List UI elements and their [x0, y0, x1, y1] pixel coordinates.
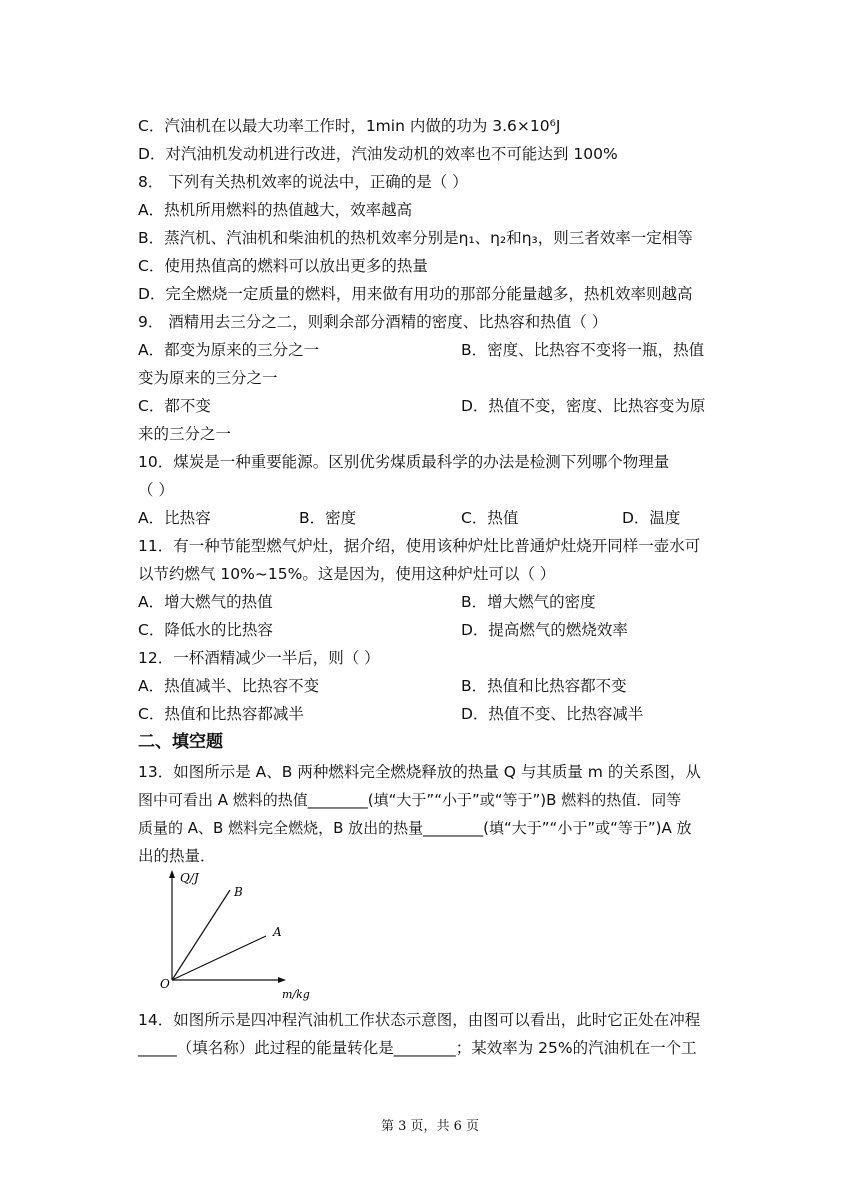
- q10-option-c: C．热值: [461, 509, 519, 527]
- q11-option-c: C．降低水的比热容: [138, 621, 273, 639]
- question-13-line4: 出的热量．: [138, 847, 216, 865]
- page-footer: 第 3 页，共 6 页: [380, 1119, 480, 1134]
- q10-option-d: D．温度: [622, 509, 681, 527]
- q10-option-a: A．比热容: [138, 509, 211, 527]
- x-axis-arrow: [278, 977, 286, 983]
- option-d-q7: D．对汽油机发动机进行改进，汽油发动机的效率也不可能达到 100%: [138, 145, 618, 163]
- question-11: 11．有一种节能型燃气炉灶，据介绍，使用该种炉灶比普通炉灶烧开同样一壶水可: [138, 537, 701, 555]
- section-heading-fill-in: 二、填空题: [138, 732, 223, 752]
- q-m-graph: [160, 868, 310, 1003]
- question-14-line1: 14．如图所示是四冲程汽油机工作状态示意图，由图可以看出，此时它正处在冲程: [138, 1011, 701, 1029]
- q10-option-b: B．密度: [299, 509, 357, 527]
- question-11-cont: 以节约燃气 10%~15%。这是因为，使用这种炉灶可以（ ）: [138, 565, 556, 583]
- q11-option-a: A．增大燃气的热值: [138, 593, 273, 611]
- question-12: 12．一杯酒精减少一半后，则（ ）: [138, 649, 380, 667]
- q8-option-a: A．热机所用燃料的热值越大，效率越高: [138, 201, 413, 219]
- q8-option-d: D．完全燃烧一定质量的燃料，用来做有用功的那部分能量越多，热机效率则越高: [138, 285, 693, 303]
- option-c-q7: C．汽油机在以最大功率工作时，1min 内做的功为 3.6×10⁶J: [138, 117, 561, 135]
- question-9: 9． 酒精用去三分之二，则剩余部分酒精的密度、比热容和热值（ ）: [138, 313, 608, 331]
- q9-option-a: A．都变为原来的三分之一: [138, 341, 320, 359]
- line-b-label: B: [234, 885, 243, 899]
- question-14-line2: _____（填名称）此过程的能量转化是________；某效率为 25%的汽油机在一个工: [138, 1039, 697, 1057]
- q12-option-a: A．热值减半、比热容不变: [138, 677, 320, 695]
- x-axis-label: m/kg: [282, 988, 310, 1001]
- question-13-line3: 质量的 A、B 燃料完全燃烧，B 放出的热量________(填“大于”“小于”或“等于”)A 放: [138, 819, 692, 837]
- q11-option-b: B．增大燃气的密度: [461, 593, 596, 611]
- q11-option-d: D．提高燃气的燃烧效率: [461, 621, 628, 639]
- q9-option-c: C．都不变: [138, 397, 211, 415]
- q8-option-b: B．蒸汽机、汽油机和柴油机的热机效率分别是η₁、η₂和η₃，则三者效率一定相等: [138, 229, 693, 247]
- y-axis-label: Q/J: [180, 871, 199, 885]
- origin-label: O: [160, 977, 170, 991]
- q12-option-d: D．热值不变、比热容减半: [461, 705, 644, 723]
- q9-option-d: D．热值不变，密度、比热容变为原: [461, 397, 706, 415]
- line-a-label: A: [273, 925, 282, 939]
- q9-option-d-cont: 来的三分之一: [138, 425, 232, 443]
- q10-paren: （ ）: [138, 481, 174, 499]
- q9-option-b-cont: 变为原来的三分之一: [138, 369, 278, 387]
- q12-option-b: B．热值和比热容都不变: [461, 677, 627, 695]
- q8-option-c: C．使用热值高的燃料可以放出更多的热量: [138, 257, 428, 275]
- question-8: 8． 下列有关热机效率的说法中，正确的是（ ）: [138, 173, 468, 191]
- question-10: 10．煤炭是一种重要能源。区别优劣煤质最科学的办法是检测下列哪个物理量: [138, 453, 670, 471]
- y-axis-arrow: [169, 870, 175, 878]
- question-13-line2: 图中可看出 A 燃料的热值________(填“大于”“小于”或“等于”)B 燃料的热值．同等: [138, 791, 682, 809]
- q12-option-c: C．热值和比热容都减半: [138, 705, 304, 723]
- question-13-line1: 13．如图所示是 A、B 两种燃料完全燃烧释放的热量 Q 与其质量 m 的关系图，从: [138, 763, 701, 781]
- q9-option-b: B．密度、比热容不变将一瓶，热值: [461, 341, 705, 359]
